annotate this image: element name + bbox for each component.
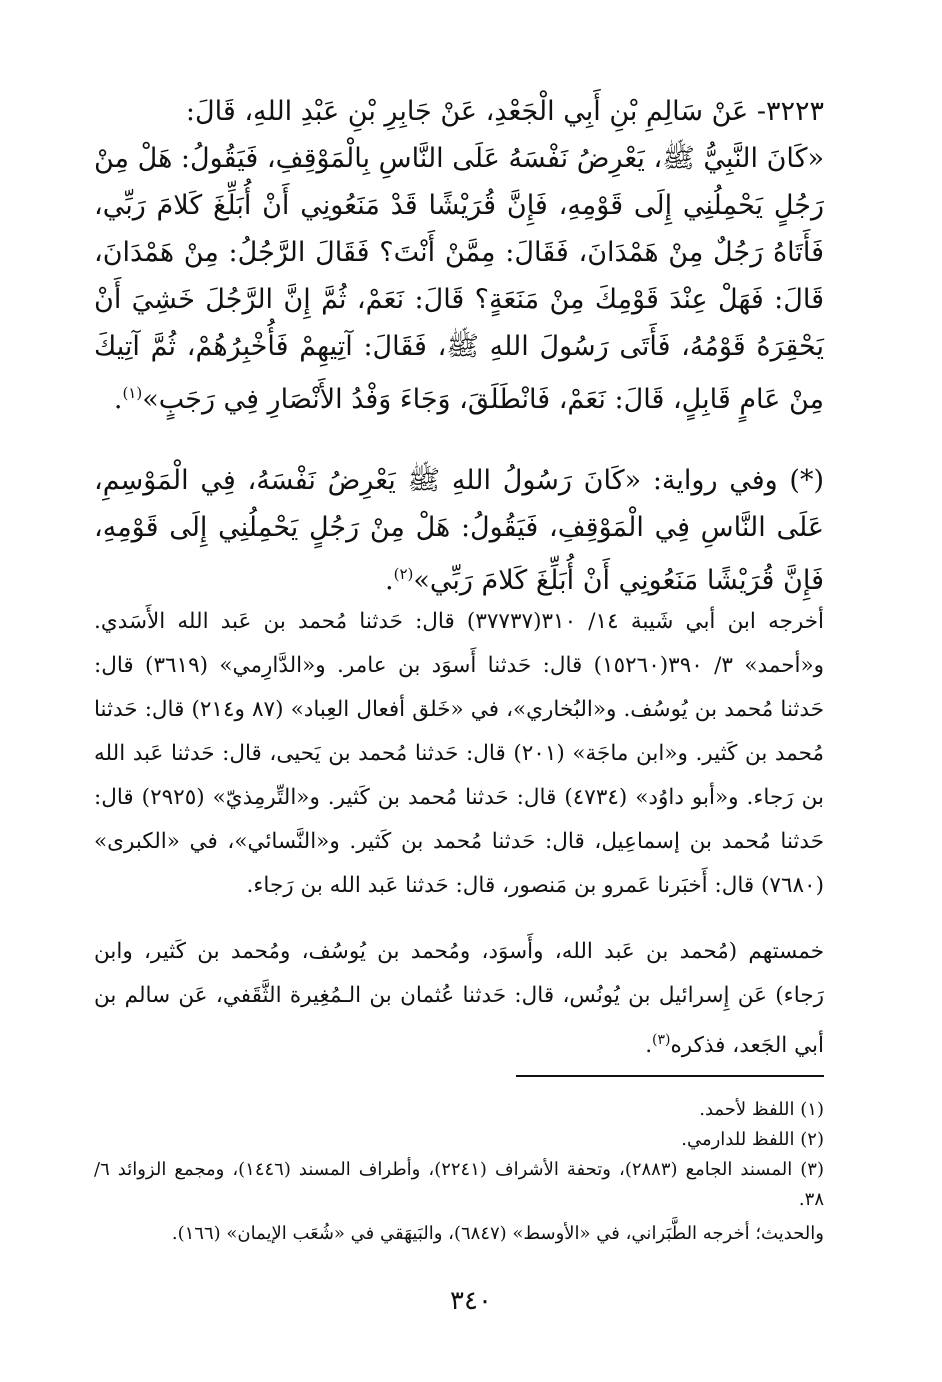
takhrij-paragraph-2: خمستهم (مُحمد بن عَبد الله، وأَسوَد، ومُحمد بن يُوسُف، ومُحمد بن كَثير، وابن رَجاء) عَن إِسرائيل بن يُونُس، قال: حَدثنا عُثمان بن الـمُغِيرة الثَّقَفي، عَن سالم بن أبي الجَعد، فذكره$^{(٣)}$. (94, 939, 824, 1059)
takhrij-block-2 (94, 930, 824, 1068)
footnote-ref-2: (٢) (393, 565, 414, 583)
hadith-main-text: «كَانَ النَّبِيُّ ﷺ، يَعْرِضُ نَفْسَهُ عَلَى النَّاسِ بِالْمَوْقِفِ، فَيَقُولُ: هَلْ مِنْ رَجُلٍ يَحْمِلُنِي إِلَى قَوْمِهِ، فَإِنَّ قُرَيْشًا قَدْ مَنَعُونِي أَنْ أُبَلِّغَ كَلامَ رَبِّي، فَأَتَاهُ رَجُلٌ مِنْ هَمْدَانَ، فَقَالَ: مِمَّنْ أَنْتَ؟ فَقَالَ الرَّجُلُ: مِنْ هَمْدَانَ، قَالَ: فَهَلْ عِنْدَ قَوْمِكَ مِنْ مَنَعَةٍ؟ قَالَ: نَعَمْ، ثُمَّ إِنَّ الرَّجُلَ خَشِيَ أَنْ يَحْقِرَهُ قَوْمُهُ، فَأَتَى رَسُولَ اللهِ ﷺ، فَقَالَ: آتِيهِمْ فَأُخْبِرُهُمْ، ثُمَّ آتِيكَ مِنْ عَامٍ قَابِلٍ، قَالَ: نَعَمْ، فَانْطَلَقَ، وَجَاءَ وَفْدُ الأَنْصَارِ فِي رَجَبٍ» (94, 143, 824, 415)
page-number: ٣٤٠ (450, 1286, 492, 1316)
takhrij-paragraph-2-text: خمستهم (مُحمد بن عَبد الله، وأَسوَد، ومُحمد بن يُوسُف، ومُحمد بن كَثير، وابن رَجاء) عَن إِسرائيل بن يُونُس، قال: حَدثنا عُثمان بن الـمُغِيرة الثَّقَفي، عَن سالم بن أبي الجَعد، فذكره (94, 939, 824, 1059)
footnote-1: (١) اللفظ لأحمد. (699, 1099, 824, 1120)
hadith-block (94, 88, 824, 423)
hadith-variant: (*) وفي رواية: «كَانَ رَسُولُ اللهِ ﷺ يَعْرِضُ نَفْسَهُ، فِي الْمَوْسِمِ، عَلَى النَّاسِ فِي الْمَوْقِفِ، فَيَقُولُ: هَلْ مِنْ رَجُلٍ يَحْمِلُنِي إِلَى قَوْمِهِ، فَإِنَّ قُرَيْشًا مَنَعُونِي أَنْ أُبَلِّغَ كَلامَ رَبِّي»$^{(٢)}$. (94, 465, 824, 596)
footnote-3-continued: والحديث؛ أخرجه الطَّبَراني، في «الأوسط» (٦٨٤٧)، والبَيهَقي في «شُعَب الإيمان» (١٦٦). (171, 1223, 824, 1244)
hadith-text: «كَانَ النَّبِيُّ ﷺ، يَعْرِضُ نَفْسَهُ عَلَى النَّاسِ بِالْمَوْقِفِ، فَيَقُولُ: هَلْ مِنْ رَجُلٍ يَحْمِلُنِي إِلَى قَوْمِهِ، فَإِنَّ قُرَيْشًا قَدْ مَنَعُونِي أَنْ أُبَلِّغَ كَلامَ رَبِّي، فَأَتَاهُ رَجُلٌ مِنْ هَمْدَانَ، فَقَالَ: مِمَّنْ أَنْتَ؟ فَقَالَ الرَّجُلُ: مِنْ هَمْدَانَ، قَالَ: فَهَلْ عِنْدَ قَوْمِكَ مِنْ مَنَعَةٍ؟ قَالَ: نَعَمْ، ثُمَّ إِنَّ الرَّجُلَ خَشِيَ أَنْ يَحْقِرَهُ قَوْمُهُ، فَأَتَى رَسُولَ اللهِ ﷺ، فَقَالَ: آتِيهِمْ فَأُخْبِرُهُمْ، ثُمَّ آتِيكَ مِنْ عَامٍ قَابِلٍ، قَالَ: نَعَمْ، فَانْطَلَقَ، وَجَاءَ وَفْدُ الأَنْصَارِ فِي رَجَبٍ»$^{(١)}$. (94, 143, 824, 415)
hadith-heading: ٣٢٢٣- عَنْ سَالِمِ بْنِ أَبِي الْجَعْدِ، عَنْ جَابِرِ بْنِ عَبْدِ اللهِ، قَالَ: (185, 96, 824, 127)
footnote-2: (٢) اللفظ للدارمي. (681, 1129, 824, 1150)
footnote-ref-1: (١) (122, 384, 143, 402)
footnote-3: (٣) المسند الجامع (٢٨٨٣)، وتحفة الأشراف (٢٢٤١)، وأطراف المسند (١٤٤٦)، ومجمع الزوائد ٦/ ٣٨. (94, 1159, 824, 1210)
footnotes (94, 1095, 824, 1249)
takhrij-block (94, 600, 824, 908)
hadith-variant-block (94, 457, 824, 604)
hadith-variant-text: (*) وفي رواية: «كَانَ رَسُولُ اللهِ ﷺ يَعْرِضُ نَفْسَهُ، فِي الْمَوْسِمِ، عَلَى النَّاسِ فِي الْمَوْقِفِ، فَيَقُولُ: هَلْ مِنْ رَجُلٍ يَحْمِلُنِي إِلَى قَوْمِهِ، فَإِنَّ قُرَيْشًا مَنَعُونِي أَنْ أُبَلِّغَ كَلامَ رَبِّي» (94, 465, 824, 596)
footnote-ref-3: (٣) (652, 1032, 671, 1048)
footnote-divider (516, 1075, 824, 1077)
takhrij-paragraph-1: أخرجه ابن أبي شَيبة ١٤/ ٣١٠(٣٧٧٣٧) قال: حَدثنا مُحمد بن عَبد الله الأَسَدي. و«أحمد» ٣/ ٣٩٠(١٥٢٦٠) قال: حَدثنا أَسوَد بن عامر. و«الدَّارِمي» (٣٦١٩) قال: حَدثنا مُحمد بن يُوسُف. و«البُخاري»، في «خَلق أفعال العِباد» (٨٧ و٢١٤) قال: حَدثنا مُحمد بن كَثير. و«ابن ماجَة» (٢٠١) قال: حَدثنا مُحمد بن يَحيى، قال: حَدثنا عَبد الله بن رَجاء. و«أبو داوُد» (٤٧٣٤) قال: حَدثنا مُحمد بن كَثير. و«التِّرمِذيّ» (٢٩٢٥) قال: حَدثنا مُحمد بن إسماعِيل، قال: حَدثنا مُحمد بن كَثير. و«النَّسائي»، في «الكبرى» (٧٦٨٠) قال: أَخبَرنا عَمرو بن مَنصور، قال: حَدثنا عَبد الله بن رَجاء. (94, 609, 825, 898)
